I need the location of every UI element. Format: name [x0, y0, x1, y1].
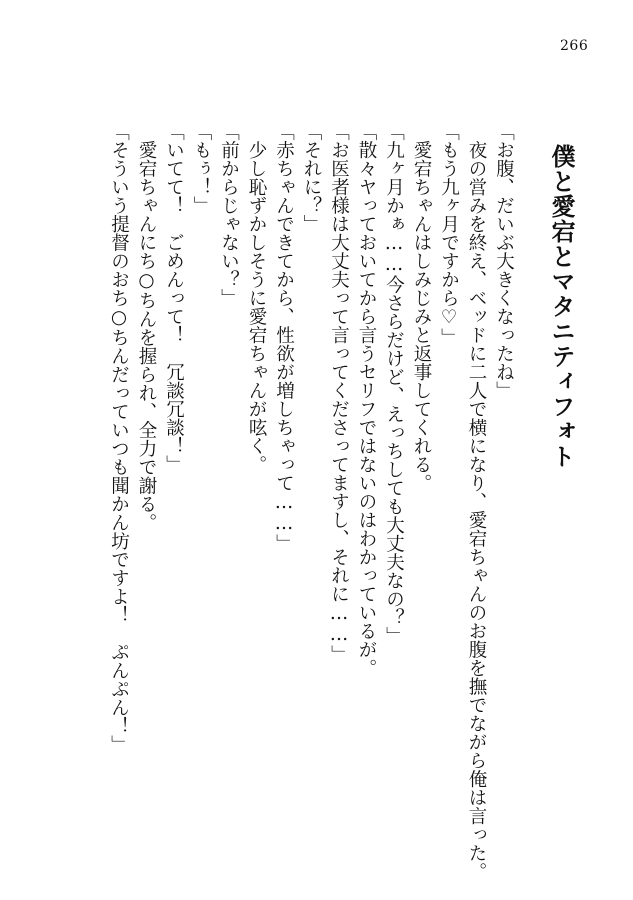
text-line: 夜の営みを終え、ベッドに二人で横になり、愛宕ちゃんのお腹を撫でながら俺は言った。 [466, 122, 487, 881]
vertical-text-block [105, 122, 576, 881]
text-line: 愛宕ちゃんにち○ちんを握られ、全力で謝る。 [136, 122, 157, 532]
text-line: 「お医者様は大丈夫って言ってくださってますし、それに……」 [328, 122, 350, 664]
page-number: 266 [560, 38, 589, 54]
text-line: 「散々ヤっておいてから言うセリフではないのはわかっているが。 [356, 122, 377, 677]
chapter-title: 僕と愛宕とマタニティフォト [547, 144, 576, 469]
text-line: 少し恥ずかしそうに愛宕ちゃんが呟く。 [246, 122, 267, 474]
text-line: 「九ヶ月かぁ……今さらだけど、えっちしても大丈夫なの？」 [383, 122, 405, 645]
text-line: 「それに？」 [301, 122, 322, 233]
text-line: 愛宕ちゃんはしみじみと返事してくれる。 [411, 122, 432, 492]
text-line: 「もう九ヶ月ですから♡」 [438, 122, 460, 347]
text-line: 「もぅ！」 [191, 122, 212, 215]
text-line: 「お腹、だいぶ大きくなったね」 [493, 122, 515, 400]
text-line: 「赤ちゃんできてから、性欲が増しちゃって……」 [273, 122, 295, 553]
text-line: 「前からじゃない？」 [218, 122, 240, 307]
text-line: 「そういう提督のおち○ちんだっていつも聞かん坊ですよ！ ぷんぷん！」 [108, 122, 130, 754]
text-line: 「いてて！ ごめんって！ 冗談冗談！」 [163, 122, 185, 474]
